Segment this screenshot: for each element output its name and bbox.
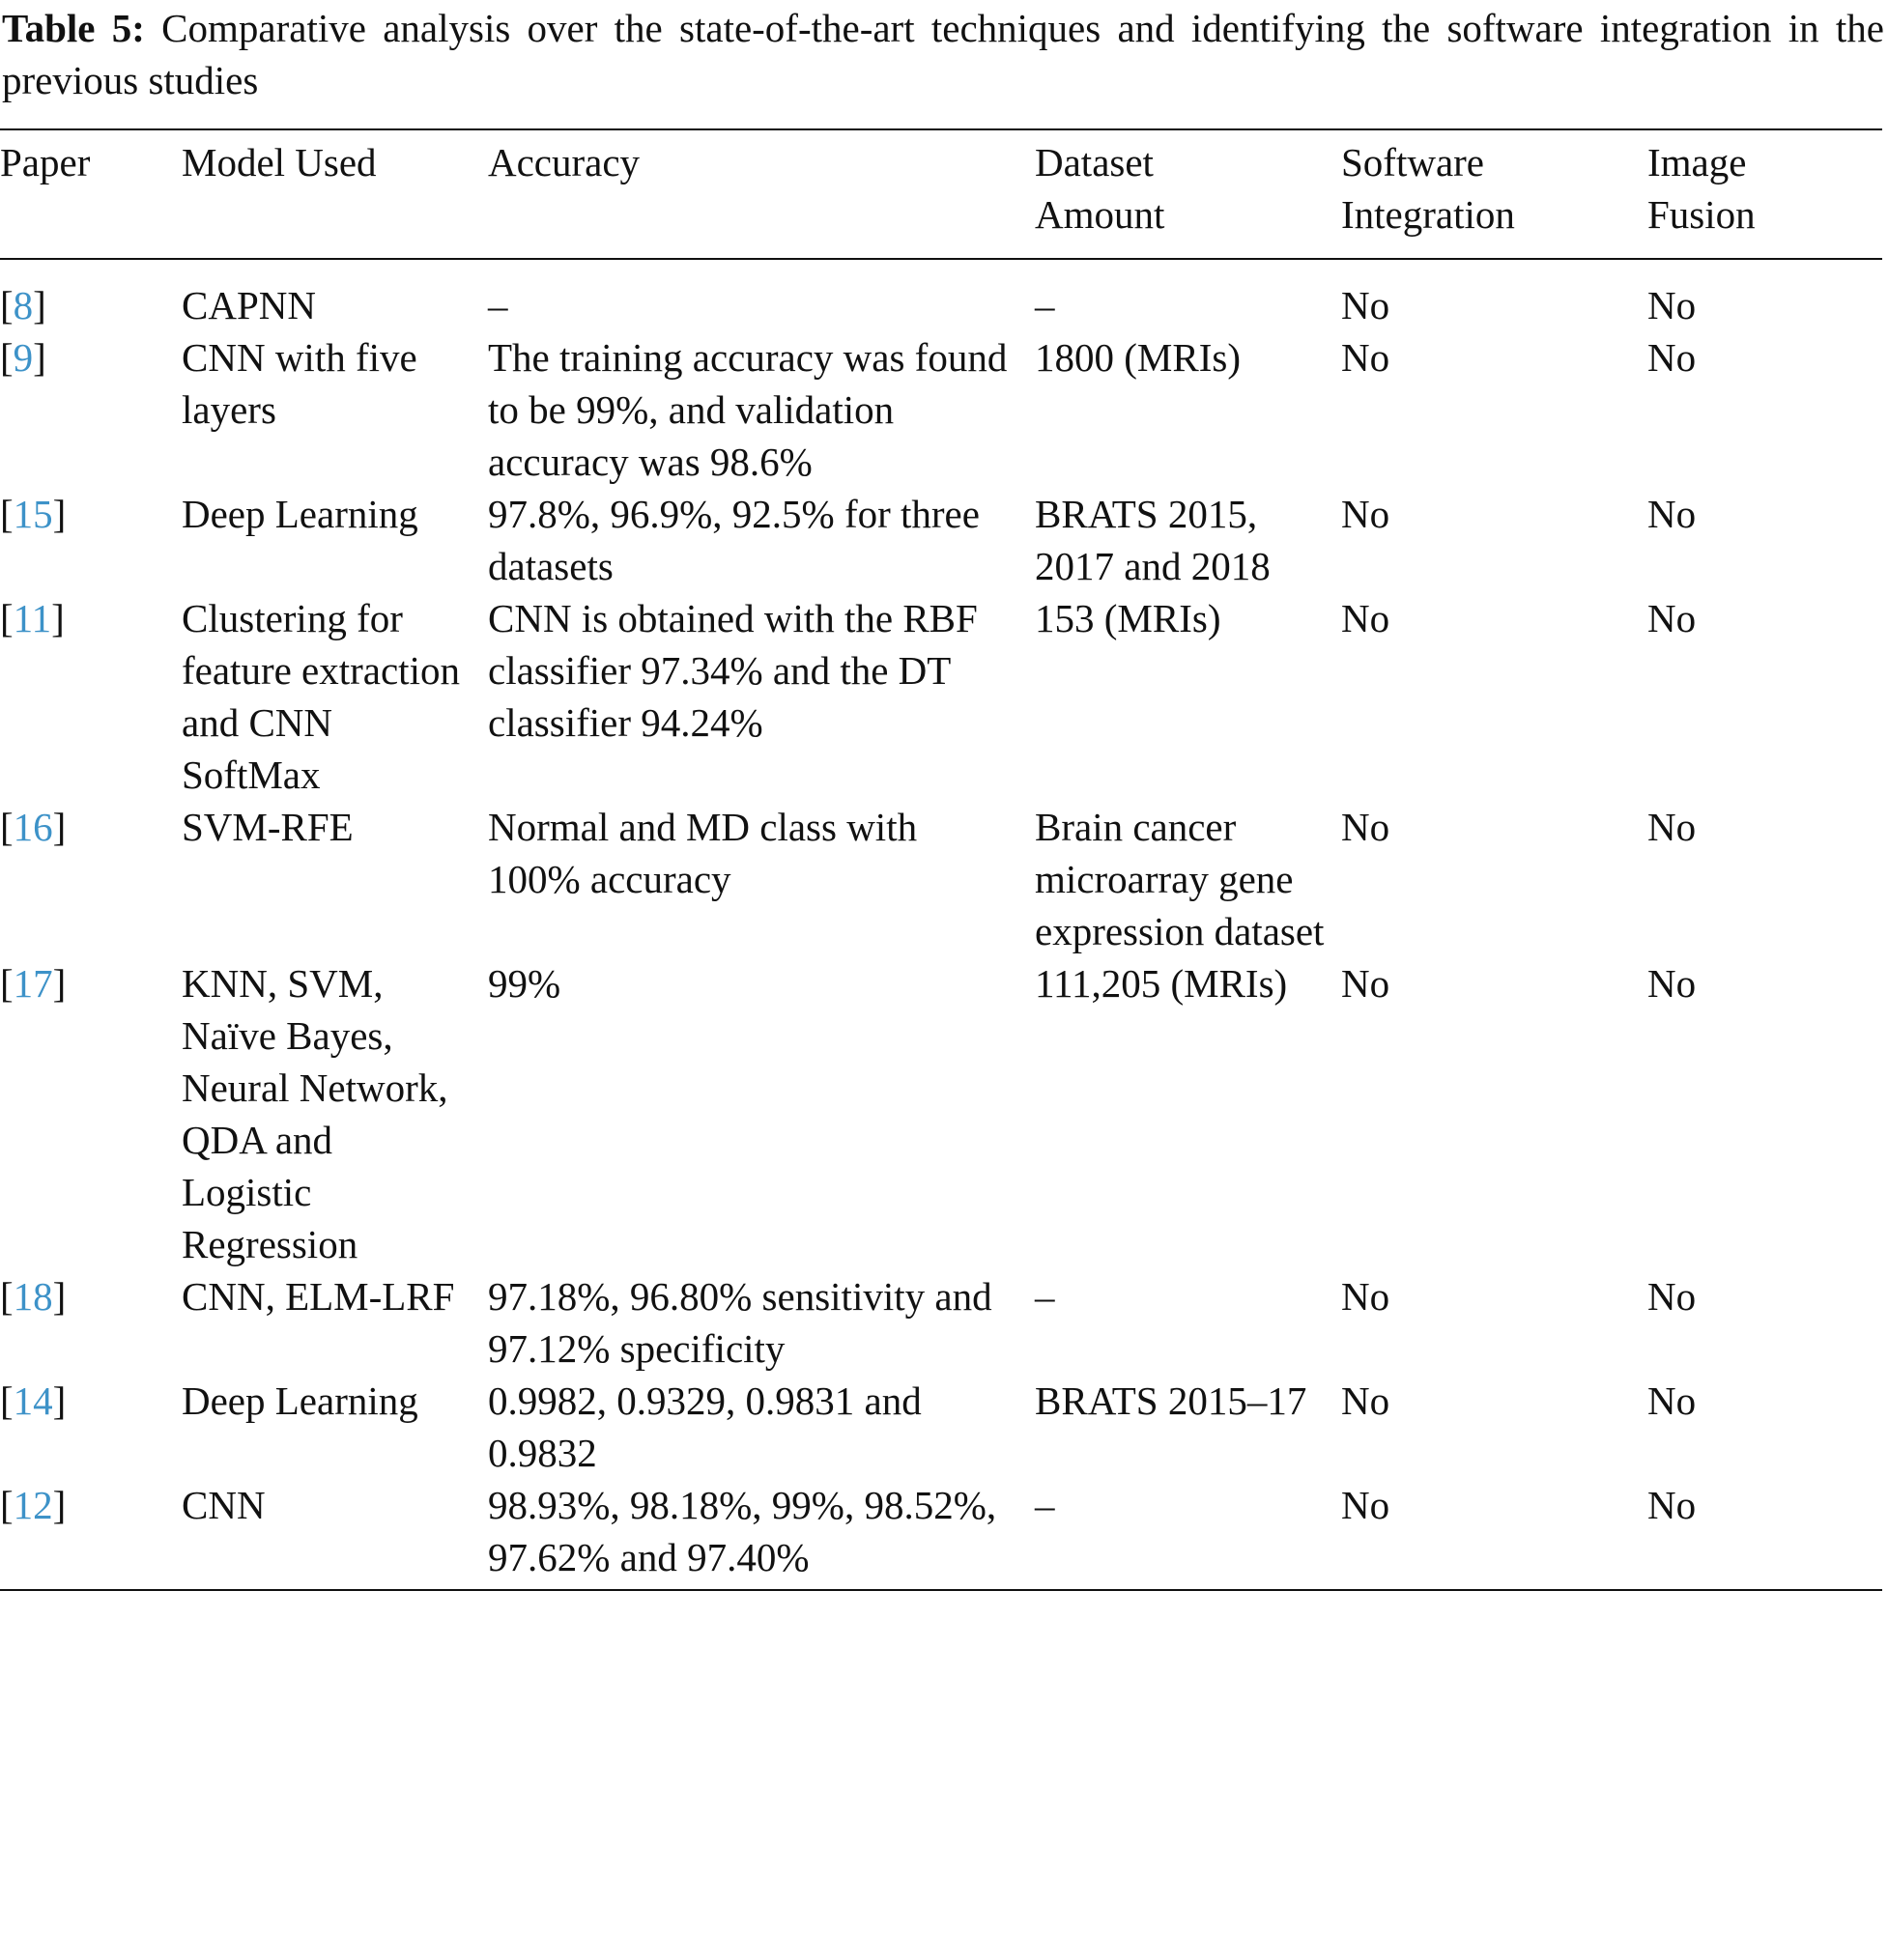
accuracy-cell: 98.93%, 98.18%, 99%, 98.52%, 97.62% and 97.40% <box>488 1483 997 1579</box>
citation-link[interactable]: 11 <box>13 596 52 640</box>
model-cell: Deep Learning <box>182 1378 418 1423</box>
paper-cell: [15] <box>0 492 67 536</box>
fusion-cell: No <box>1647 596 1697 640</box>
dataset-cell: – <box>1035 283 1055 327</box>
model-cell: SVM-RFE <box>182 805 354 849</box>
paper-cell: [16] <box>0 805 67 849</box>
table-row <box>0 592 1882 801</box>
dataset-cell: – <box>1035 1483 1055 1527</box>
fusion-cell: No <box>1647 961 1697 1006</box>
header-accuracy: Accuracy <box>488 140 641 185</box>
accuracy-cell: CNN is obtained with the RBF classifier 97.34% and the DT classifier 94.24% <box>488 596 978 745</box>
software-cell: No <box>1341 283 1390 327</box>
caption-label: Table 5: <box>2 6 145 50</box>
table-row <box>0 331 1882 488</box>
citation-link[interactable]: 16 <box>13 805 53 849</box>
table-row <box>0 801 1882 957</box>
citation-link[interactable]: 9 <box>13 335 34 380</box>
comparison-table <box>0 128 1882 1591</box>
paper-cell: [11] <box>0 596 65 640</box>
model-cell: Clustering for feature extraction and CNN SoftMax <box>182 596 460 797</box>
fusion-cell: No <box>1647 1274 1697 1319</box>
dataset-cell: 153 (MRIs) <box>1035 596 1221 640</box>
table-row <box>0 1270 1882 1375</box>
citation-link[interactable]: 18 <box>13 1274 53 1319</box>
citation-link[interactable]: 14 <box>13 1378 53 1423</box>
header-fusion: Image Fusion <box>1647 140 1756 237</box>
software-cell: No <box>1341 1483 1390 1527</box>
software-cell: No <box>1341 492 1390 536</box>
header-dataset: Dataset Amount <box>1035 140 1165 237</box>
software-cell: No <box>1341 335 1390 380</box>
software-cell: No <box>1341 961 1390 1006</box>
fusion-cell: No <box>1647 805 1697 849</box>
software-cell: No <box>1341 1378 1390 1423</box>
dataset-cell: Brain cancer microarray gene expression dataset <box>1035 805 1325 953</box>
model-cell: CNN, ELM-LRF <box>182 1274 455 1319</box>
accuracy-cell: 97.18%, 96.80% sensitivity and 97.12% specificity <box>488 1274 992 1371</box>
paper-cell: [17] <box>0 961 67 1006</box>
model-cell: CNN with five layers <box>182 335 417 432</box>
table-row <box>0 259 1882 331</box>
table-row <box>0 488 1882 592</box>
table-row <box>0 1375 1882 1479</box>
dataset-cell: – <box>1035 1274 1055 1319</box>
accuracy-cell: The training accuracy was found to be 99%, and validation accuracy was 98.6% <box>488 335 1008 484</box>
citation-link[interactable]: 8 <box>13 283 34 327</box>
accuracy-cell: 99% <box>488 961 561 1006</box>
citation-link[interactable]: 15 <box>13 492 53 536</box>
dataset-cell: 111,205 (MRIs) <box>1035 961 1288 1006</box>
dataset-cell: 1800 (MRIs) <box>1035 335 1241 380</box>
fusion-cell: No <box>1647 335 1697 380</box>
citation-link[interactable]: 17 <box>13 961 53 1006</box>
paper-cell: [12] <box>0 1483 67 1527</box>
table-row <box>0 1479 1882 1590</box>
paper-cell: [18] <box>0 1274 67 1319</box>
model-cell: KNN, SVM, Naïve Bayes, Neural Network, QDA and Logistic Regression <box>182 961 448 1266</box>
paper-cell: [14] <box>0 1378 67 1423</box>
accuracy-cell: – <box>488 283 508 327</box>
model-cell: CNN <box>182 1483 266 1527</box>
table-header <box>0 129 1882 259</box>
table-body <box>0 259 1882 1590</box>
model-cell: Deep Learning <box>182 492 418 536</box>
header-model: Model Used <box>182 140 377 185</box>
table-row <box>0 957 1882 1270</box>
header-paper: Paper <box>0 140 91 185</box>
accuracy-cell: 97.8%, 96.9%, 92.5% for three datasets <box>488 492 980 588</box>
model-cell: CAPNN <box>182 283 316 327</box>
paper-cell: [8] <box>0 283 46 327</box>
software-cell: No <box>1341 1274 1390 1319</box>
software-cell: No <box>1341 596 1390 640</box>
software-cell: No <box>1341 805 1390 849</box>
table-caption <box>2 0 1884 106</box>
fusion-cell: No <box>1647 283 1697 327</box>
accuracy-cell: Normal and MD class with 100% accuracy <box>488 805 918 901</box>
dataset-cell: BRATS 2015, 2017 and 2018 <box>1035 492 1271 588</box>
accuracy-cell: 0.9982, 0.9329, 0.9831 and 0.9832 <box>488 1378 922 1475</box>
paper-cell: [9] <box>0 335 46 380</box>
fusion-cell: No <box>1647 492 1697 536</box>
dataset-cell: BRATS 2015–17 <box>1035 1378 1307 1423</box>
header-row <box>0 129 1882 259</box>
header-software: Software Integration <box>1341 140 1515 237</box>
fusion-cell: No <box>1647 1483 1697 1527</box>
fusion-cell: No <box>1647 1378 1697 1423</box>
page <box>2 0 1884 106</box>
caption-text: Comparative analysis over the state-of-the-art techniques and identifying the software integration in the previous studies <box>2 6 1884 102</box>
citation-link[interactable]: 12 <box>13 1483 53 1527</box>
